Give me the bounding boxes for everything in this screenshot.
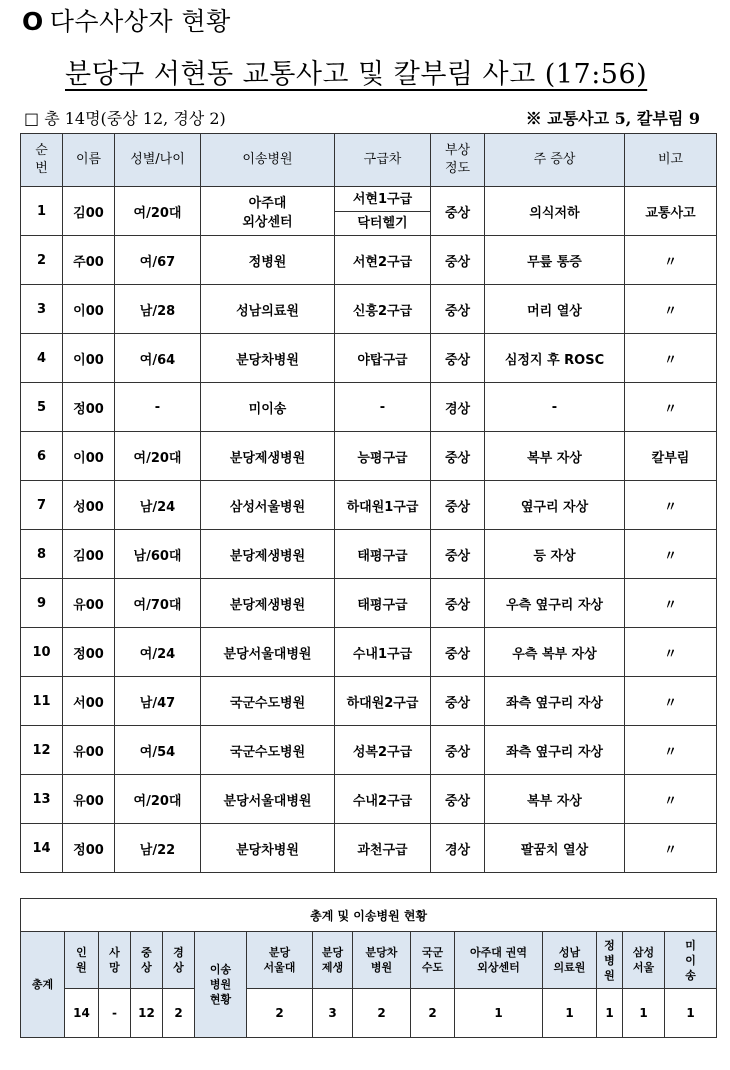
sex-age-cell: 여/24 xyxy=(115,628,201,677)
patient-name-cell: 이00 xyxy=(63,432,115,481)
count-value: - xyxy=(99,989,131,1038)
table-header-row xyxy=(21,134,717,187)
severity-cell: 중상 xyxy=(431,579,485,628)
transfer-hospital-label: 이송 병원 현황 xyxy=(195,932,247,1038)
hospital-cell: 분당차병원 xyxy=(201,824,335,873)
totals-title: 총계 및 이송병원 현황 xyxy=(21,899,717,932)
remarks-cell: 〃 xyxy=(625,677,717,726)
ambulance-cell: 수내1구급 xyxy=(335,628,431,677)
column-header: 구급차 xyxy=(335,134,431,187)
severity-cell: 중상 xyxy=(431,285,485,334)
remarks-cell: 〃 xyxy=(625,383,717,432)
row-number-cell: 11 xyxy=(21,677,63,726)
incident-breakdown-note: ※ 교통사고 5, 칼부림 9 xyxy=(525,109,700,128)
severity-cell: 중상 xyxy=(431,726,485,775)
hospital-cell: 분당차병원 xyxy=(201,334,335,383)
sex-age-cell: 남/47 xyxy=(115,677,201,726)
severity-cell: 중상 xyxy=(431,481,485,530)
hospital-cell: 정병원 xyxy=(201,236,335,285)
ambulance-cell: - xyxy=(335,383,431,432)
severity-cell: 중상 xyxy=(431,628,485,677)
remarks-cell: 칼부림 xyxy=(625,432,717,481)
hospital-header: 분당차 병원 xyxy=(353,932,411,989)
hospital-header: 분당 서울대 xyxy=(247,932,313,989)
column-header: 성별/나이 xyxy=(115,134,201,187)
sex-age-cell: 여/64 xyxy=(115,334,201,383)
table-row xyxy=(21,579,717,628)
row-number-cell: 7 xyxy=(21,481,63,530)
table-row xyxy=(21,481,717,530)
main-symptom-cell: 좌측 옆구리 자상 xyxy=(485,677,625,726)
table-row xyxy=(21,726,717,775)
casualty-summary: □ 총 14명(중상 12, 경상 2) xyxy=(24,109,226,128)
severity-cell: 중상 xyxy=(431,187,485,236)
main-symptom-cell: 무릎 통증 xyxy=(485,236,625,285)
row-number-cell: 14 xyxy=(21,824,63,873)
remarks-cell: 〃 xyxy=(625,775,717,824)
table-row xyxy=(21,530,717,579)
remarks-cell: 〃 xyxy=(625,824,717,873)
table-row xyxy=(21,334,717,383)
totals-header-row xyxy=(21,932,717,989)
sex-age-cell: - xyxy=(115,383,201,432)
hospital-cell: 국군수도병원 xyxy=(201,677,335,726)
column-header: 순 번 xyxy=(21,134,63,187)
remarks-cell: 〃 xyxy=(625,726,717,775)
main-symptom-cell: 의식저하 xyxy=(485,187,625,236)
row-number-cell: 1 xyxy=(21,187,63,236)
ambulance-cell: 태평구급 xyxy=(335,530,431,579)
hospital-cell: 분당제생병원 xyxy=(201,432,335,481)
count-header: 중 상 xyxy=(131,932,163,989)
count-header: 경 상 xyxy=(163,932,195,989)
ambulance-cell: 하대원1구급 xyxy=(335,481,431,530)
patient-name-cell: 정00 xyxy=(63,628,115,677)
patient-name-cell: 정00 xyxy=(63,383,115,432)
section-heading xyxy=(22,2,231,38)
hospital-header: 아주대 권역 외상센터 xyxy=(455,932,543,989)
hospital-header: 정 병 원 xyxy=(597,932,623,989)
patient-table xyxy=(20,133,717,873)
main-symptom-cell: 우측 옆구리 자상 xyxy=(485,579,625,628)
patient-name-cell: 정00 xyxy=(63,824,115,873)
sex-age-cell: 남/28 xyxy=(115,285,201,334)
count-header: 인 원 xyxy=(65,932,99,989)
patient-name-cell: 김00 xyxy=(63,187,115,236)
column-header: 이송병원 xyxy=(201,134,335,187)
hospital-count-value: 1 xyxy=(455,989,543,1038)
hospital-header: 성남 의료원 xyxy=(543,932,597,989)
hospital-cell: 미이송 xyxy=(201,383,335,432)
hospital-count-value: 1 xyxy=(543,989,597,1038)
patient-name-cell: 서00 xyxy=(63,677,115,726)
ambulance-cell: 신흥2구급 xyxy=(335,285,431,334)
sex-age-cell: 여/20대 xyxy=(115,775,201,824)
sex-age-cell: 여/54 xyxy=(115,726,201,775)
hospital-header: 국군 수도 xyxy=(411,932,455,989)
main-symptom-cell: 복부 자상 xyxy=(485,775,625,824)
hospital-count-value: 3 xyxy=(313,989,353,1038)
sex-age-cell: 남/60대 xyxy=(115,530,201,579)
ambulance-cell: 수내2구급 xyxy=(335,775,431,824)
severity-cell: 중상 xyxy=(431,334,485,383)
remarks-cell: 〃 xyxy=(625,579,717,628)
remarks-cell: 〃 xyxy=(625,530,717,579)
row-number-cell: 2 xyxy=(21,236,63,285)
ambulance-unit: 닥터헬기 xyxy=(357,215,408,231)
hospital-cell: 삼성서울병원 xyxy=(201,481,335,530)
hospital-cell: 분당서울대병원 xyxy=(201,628,335,677)
patient-name-cell: 주00 xyxy=(63,236,115,285)
table-row xyxy=(21,824,717,873)
severity-cell: 중상 xyxy=(431,530,485,579)
patient-name-cell: 유00 xyxy=(63,579,115,628)
totals-table xyxy=(20,898,717,1038)
remarks-cell: 〃 xyxy=(625,236,717,285)
main-symptom-cell: 등 자상 xyxy=(485,530,625,579)
patient-name-cell: 유00 xyxy=(63,775,115,824)
column-header: 주 증상 xyxy=(485,134,625,187)
sex-age-cell: 여/20대 xyxy=(115,187,201,236)
sex-age-cell: 남/24 xyxy=(115,481,201,530)
hospital-header: 분당 제생 xyxy=(313,932,353,989)
hospital-count-value: 2 xyxy=(353,989,411,1038)
circle-bullet-icon: O xyxy=(22,7,44,36)
remarks-cell: 교통사고 xyxy=(625,187,717,236)
hospital-cell: 분당제생병원 xyxy=(201,579,335,628)
ambulance-cell: 태평구급 xyxy=(335,579,431,628)
hospital-count-value: 2 xyxy=(411,989,455,1038)
table-row xyxy=(21,677,717,726)
count-value: 12 xyxy=(131,989,163,1038)
ambulance-cell: 성복2구급 xyxy=(335,726,431,775)
hospital-cell: 성남의료원 xyxy=(201,285,335,334)
row-number-cell: 5 xyxy=(21,383,63,432)
row-number-cell: 10 xyxy=(21,628,63,677)
count-value: 2 xyxy=(163,989,195,1038)
sex-age-cell: 여/67 xyxy=(115,236,201,285)
hospital-cell: 분당제생병원 xyxy=(201,530,335,579)
section-heading-text: 다수사상자 현황 xyxy=(49,7,231,36)
row-number-cell: 6 xyxy=(21,432,63,481)
patient-name-cell: 유00 xyxy=(63,726,115,775)
remarks-cell: 〃 xyxy=(625,481,717,530)
severity-cell: 중상 xyxy=(431,236,485,285)
main-symptom-cell: 팔꿈치 열상 xyxy=(485,824,625,873)
row-number-cell: 3 xyxy=(21,285,63,334)
hospital-count-value: 1 xyxy=(665,989,717,1038)
row-number-cell: 8 xyxy=(21,530,63,579)
severity-cell: 경상 xyxy=(431,383,485,432)
ambulance-cell: 하대원2구급 xyxy=(335,677,431,726)
table-row xyxy=(21,383,717,432)
remarks-cell: 〃 xyxy=(625,334,717,383)
hospital-header: 미 이 송 xyxy=(665,932,717,989)
main-symptom-cell: 좌측 옆구리 자상 xyxy=(485,726,625,775)
table-row xyxy=(21,236,717,285)
main-symptom-cell: 머리 열상 xyxy=(485,285,625,334)
table-row xyxy=(21,432,717,481)
ambulance-unit: 서현1구급 xyxy=(335,188,430,212)
remarks-cell: 〃 xyxy=(625,285,717,334)
sex-age-cell: 남/22 xyxy=(115,824,201,873)
column-header: 비고 xyxy=(625,134,717,187)
severity-cell: 중상 xyxy=(431,775,485,824)
main-symptom-cell: - xyxy=(485,383,625,432)
column-header: 부상 정도 xyxy=(431,134,485,187)
patient-name-cell: 이00 xyxy=(63,285,115,334)
remarks-cell: 〃 xyxy=(625,628,717,677)
hospital-cell: 분당서울대병원 xyxy=(201,775,335,824)
patient-name-cell: 김00 xyxy=(63,530,115,579)
ambulance-cell xyxy=(335,187,431,236)
severity-cell: 경상 xyxy=(431,824,485,873)
severity-cell: 중상 xyxy=(431,432,485,481)
table-body xyxy=(21,187,717,873)
ambulance-cell: 능평구급 xyxy=(335,432,431,481)
ambulance-cell: 야탑구급 xyxy=(335,334,431,383)
main-symptom-cell: 우측 복부 자상 xyxy=(485,628,625,677)
row-number-cell: 9 xyxy=(21,579,63,628)
patient-name-cell: 이00 xyxy=(63,334,115,383)
patient-name-cell: 성00 xyxy=(63,481,115,530)
table-row xyxy=(21,628,717,677)
hospital-count-value: 1 xyxy=(623,989,665,1038)
table-row xyxy=(21,187,717,236)
ambulance-cell: 과천구급 xyxy=(335,824,431,873)
main-symptom-cell: 옆구리 자상 xyxy=(485,481,625,530)
hospital-cell: 국군수도병원 xyxy=(201,726,335,775)
hospital-count-value: 2 xyxy=(247,989,313,1038)
hospital-header: 삼성 서울 xyxy=(623,932,665,989)
totals-value-row xyxy=(21,989,717,1038)
sex-age-cell: 여/20대 xyxy=(115,432,201,481)
row-number-cell: 12 xyxy=(21,726,63,775)
count-value: 14 xyxy=(65,989,99,1038)
column-header: 이름 xyxy=(63,134,115,187)
page-title: 분당구 서현동 교통사고 및 칼부림 사고 (17:56) xyxy=(65,59,648,90)
row-number-cell: 13 xyxy=(21,775,63,824)
main-symptom-cell: 복부 자상 xyxy=(485,432,625,481)
sex-age-cell: 여/70대 xyxy=(115,579,201,628)
totals-side-label: 총계 xyxy=(21,932,65,1038)
main-symptom-cell: 심정지 후 ROSC xyxy=(485,334,625,383)
count-header: 사 망 xyxy=(99,932,131,989)
ambulance-cell: 서현2구급 xyxy=(335,236,431,285)
table-row xyxy=(21,775,717,824)
hospital-count-value: 1 xyxy=(597,989,623,1038)
table-row xyxy=(21,285,717,334)
row-number-cell: 4 xyxy=(21,334,63,383)
hospital-cell: 아주대 외상센터 xyxy=(201,187,335,236)
severity-cell: 중상 xyxy=(431,677,485,726)
